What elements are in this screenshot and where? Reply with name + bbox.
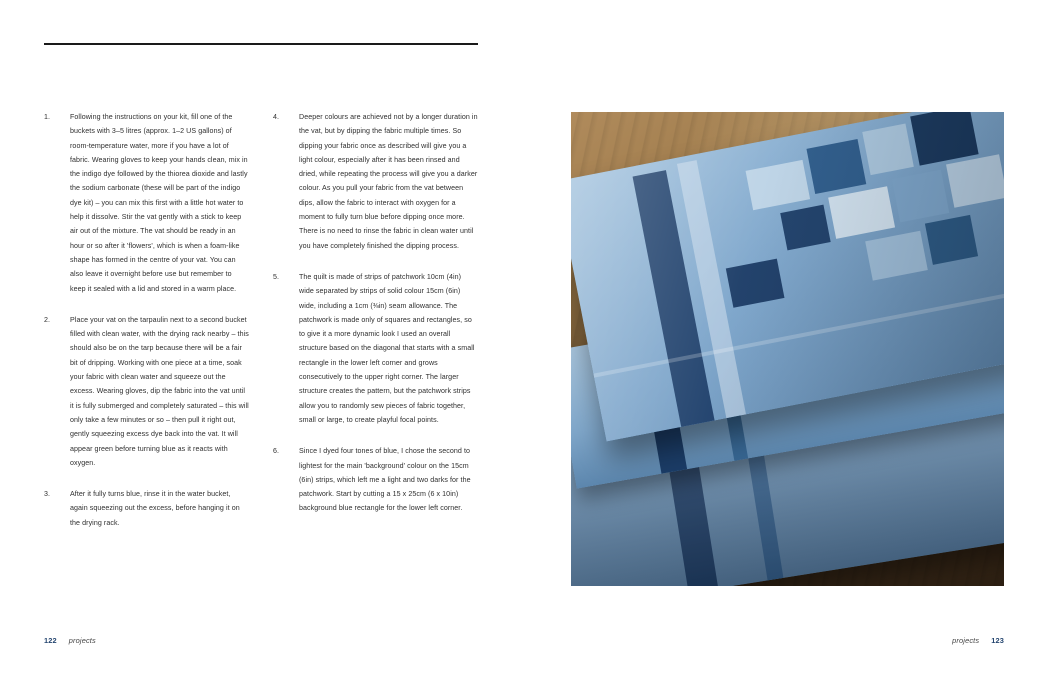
list-item-number: 6. [273, 447, 279, 456]
header-rule [44, 43, 478, 45]
folio-right [952, 636, 1004, 645]
list-item-number: 4. [273, 113, 279, 121]
page-number: 122 [44, 636, 57, 645]
list-item-number: 1. [44, 113, 50, 121]
column-one [44, 110, 249, 547]
list-item-text: Since I dyed four tones of blue, I chose the second to lightest for the main 'background' colour on the 15cm (6in) strips, which left me a light and two darks for the patchwork. Start by cutting a 15 x 25cm (6 x 10in) background blue rectangle for the lower left corner. [299, 447, 471, 513]
list-item [44, 313, 249, 470]
list-item-text: Deeper colours are achieved not by a longer duration in the vat, but by dipping the fabric multiple times. So dipping your fabric once as described will give you a light colour, especially after it has been rinsed and dried, while repeating the process will give you a darker colour. As you pull your fabric from the vat between dips, allow the fabric to interact with oxygen for a moment to fully turn blue before dipping once more. There is no need to rinse the fabric in clean water until you have completely finished the dipping process. [299, 113, 478, 250]
list-item-text: Place your vat on the tarpaulin next to a second bucket filled with clean water, with the drying rack nearby – this should also be on the tarp because there will be a fair bit of dripping. Working with one piece at a time, soak your fabric with clean water and squeeze out the excess. Wearing gloves, dip the fabric into the vat until it is fully submerged and completely saturated – this will only take a few minutes or so – then pull it right out, gently squeezing excess dye back into the vat. It will appear green before turning blue as it reacts with oxygen. [70, 315, 249, 467]
list-item-number: 2. [44, 315, 50, 324]
list-item [44, 487, 249, 530]
instruction-columns [44, 110, 478, 547]
section-label: projects [68, 636, 96, 645]
list-item-text: After it fully turns blue, rinse it in the water bucket, again squeezing out the excess, before hanging it on the drying rack. [70, 490, 240, 527]
list-item [273, 270, 478, 427]
list-item [44, 110, 249, 296]
column-two [273, 110, 478, 547]
list-item-text: The quilt is made of strips of patchwork 10cm (4in) wide separated by strips of solid colour 15cm (6in) wide, including a 1cm (⅜in) seam allowance. The patchwork is made only of squares and rectangles, so to give it a more dynamic look I used an overall structure based on the diagonal that starts with a small rectangle in the lower left corner and grows consecutively to the upper right corner. The larger structure creates the pattern, but the patchwork strips allow you to randomly sew pieces of fabric together, small or large, to create playful focal points. [299, 272, 475, 424]
list-item-text: Following the instructions on your kit, fill one of the buckets with 3–5 litres (approx. 1–2 US gallons) of room-temperature water, more if you have a lot of fabric. Wearing gloves to keep your hands clean, mix in the indigo dye followed by the thiorea dioxide and lastly the sodium carbonate (these will be part of the indigo dye kit) – you can mix this first with a little hot water to help it dissolve. Stir the vat gently with a stick to keep air out of the mixture. The vat should be ready in an hour or so after it 'flowers', which is when a foam-like shape has formed in the centre of your vat. You can also leave it overnight before use but remember to keep it sealed with a lid and stored in a warm place. [70, 113, 248, 293]
list-item [273, 444, 478, 515]
page-number: 123 [991, 636, 1004, 645]
right-page [525, 0, 1050, 689]
list-item-number: 3. [44, 490, 50, 499]
section-label: projects [952, 636, 980, 645]
folio-left [44, 636, 96, 645]
list-item-number: 5. [273, 272, 279, 281]
quilt-photograph [571, 112, 1004, 586]
list-item [273, 110, 478, 253]
